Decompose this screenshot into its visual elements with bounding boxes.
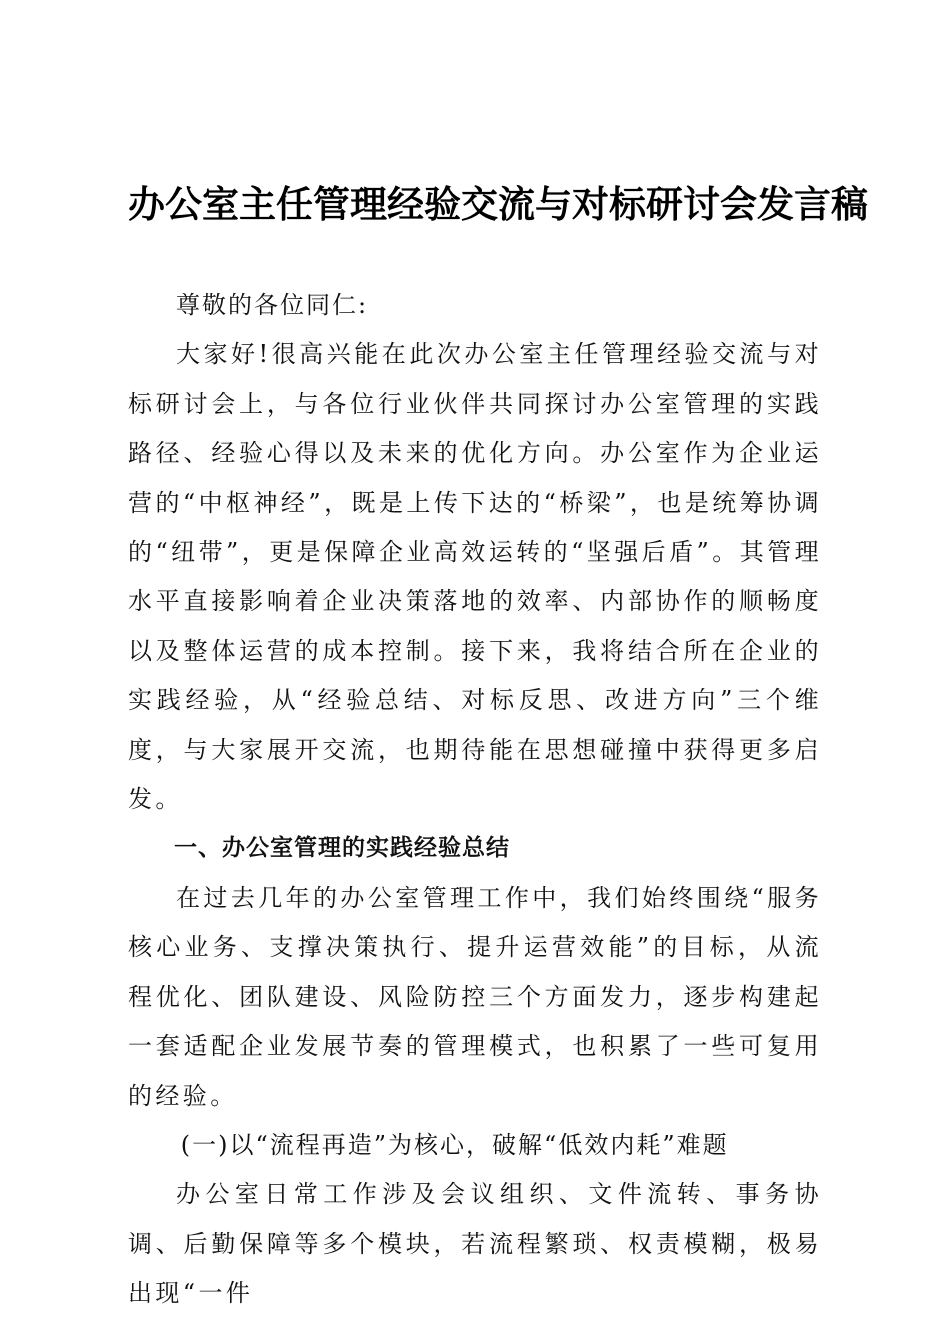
intro-paragraph: 大家好!很高兴能在此次办公室主任管理经验交流与对标研讨会上，与各位行业伙伴共同探讨办公室管理的实践路径、经验心得以及未来的优化方向。办公室作为企业运营的“中枢神经”，既是上传下达的“桥梁”，也是统筹协调的“纽带”，更是保障企业高效运转的“坚强后盾”。其管理水平直接影响着企业决策落地的效率、内部协作的顺畅度以及整体运营的成本控制。接下来，我将结合所在企业的实践经验，从“经验总结、对标反思、改进方向”三个维度，与大家展开交流，也期待能在思想碰撞中获得更多启发。 xyxy=(128,340,822,814)
section-paragraph: 在过去几年的办公室管理工作中，我们始终围绕“服务核心业务、支撑决策执行、提升运营效能”的目标，从流程优化、团队建设、风险防控三个方面发力，逐步构建起一套适配企业发展节奏的管理模式，也积累了一些可复用的经验。 xyxy=(128,883,822,1110)
salutation: 尊敬的各位同仁: xyxy=(176,291,369,319)
document-title: 办公室主任管理经验交流与对标研讨会发言稿 xyxy=(128,182,868,226)
section-heading: 一、办公室管理的实践经验总结 xyxy=(174,835,510,862)
subsection-heading: (一)以“流程再造”为核心，破解“低效内耗”难题 xyxy=(180,1130,729,1159)
subsection-paragraph: 办公室日常工作涉及会议组织、文件流转、事务协调、后勤保障等多个模块，若流程繁琐、权责模糊，极易出现“一件 xyxy=(128,1180,822,1308)
document-body xyxy=(128,281,822,1319)
